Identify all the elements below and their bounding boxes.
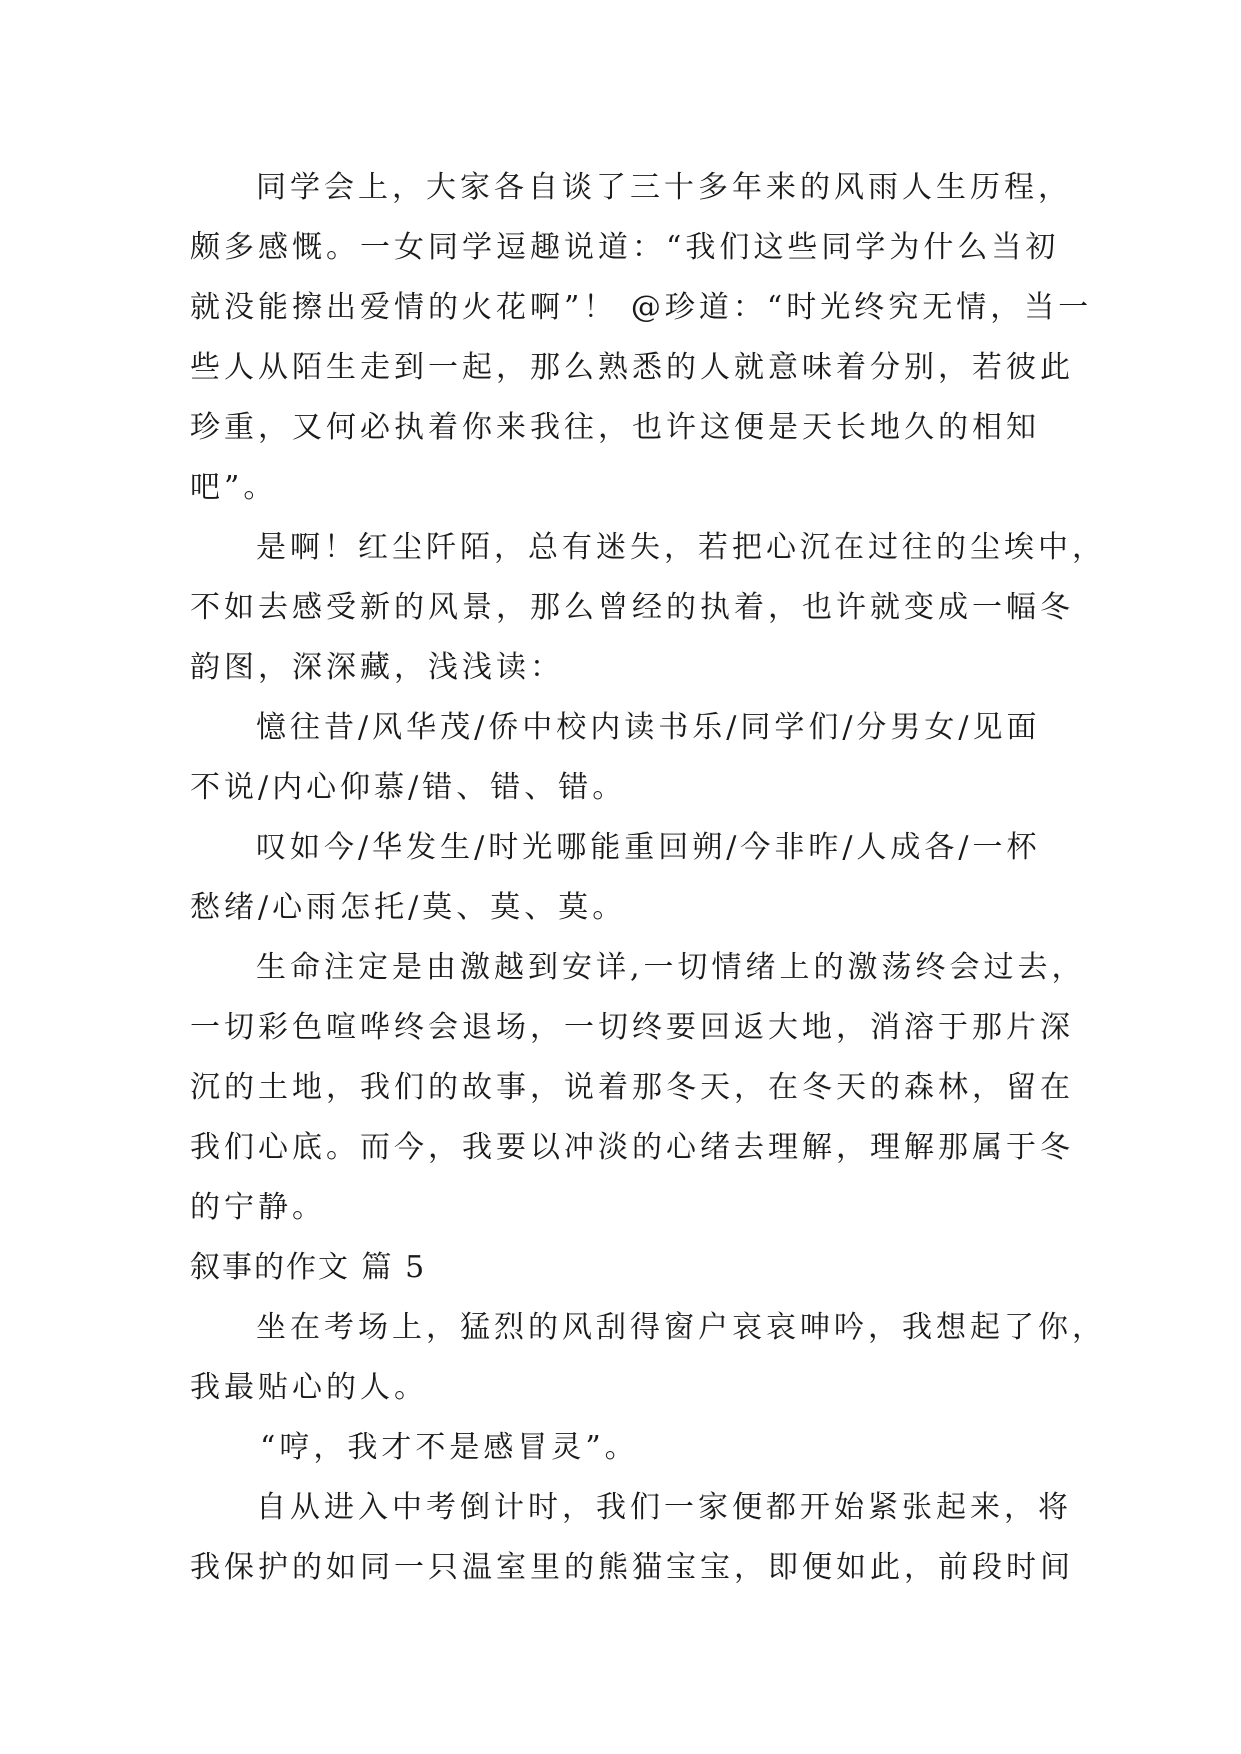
paragraph-7 <box>190 1418 1060 1478</box>
text-line: 不说/内心仰慕/错、错、错。 <box>190 770 627 805</box>
text-line: 就没能擦出爱情的火花啊”！ @珍道：“时光终究无情，当一 <box>190 290 1093 325</box>
text-line: 些人从陌生走到一起，那么熟悉的人就意味着分别，若彼此 <box>190 350 1074 385</box>
paragraph-3 <box>190 698 1060 818</box>
section-heading: 叙事的作文 篇 5 <box>190 1250 427 1285</box>
text-line: 不如去感受新的风景，那么曾经的执着，也许就变成一幅冬 <box>190 590 1074 625</box>
text-line: 韵图，深深藏，浅浅读： <box>190 650 564 685</box>
text-line: 憶往昔/风华茂/侨中校内读书乐/同学们/分男女/见面 <box>256 710 1041 745</box>
text-line: 愁绪/心雨怎托/莫、莫、莫。 <box>190 890 627 925</box>
paragraph-8 <box>190 1478 1074 1598</box>
text-line: 沉的土地，我们的故事，说着那冬天，在冬天的森林，留在 <box>190 1070 1074 1105</box>
text-line: 叹如今/华发生/时光哪能重回朔/今非昨/人成各/一杯 <box>256 830 1041 865</box>
text-line: 颇多感慨。一女同学逗趣说道：“我们这些同学为什么当初 <box>190 230 1060 265</box>
text-line: 我保护的如同一只温室里的熊猫宝宝，即便如此，前段时间 <box>190 1550 1074 1585</box>
paragraph-6 <box>190 1298 1106 1418</box>
text-line: 一切彩色喧哗终会退场，一切终要回返大地，消溶于那片深 <box>190 1010 1074 1045</box>
text-line: 我们心底。而今，我要以冲淡的心绪去理解，理解那属于冬 <box>190 1130 1074 1165</box>
text-line: 自从进入中考倒计时，我们一家便都开始紧张起来，将 <box>256 1490 1072 1525</box>
text-line: 的宁静。 <box>190 1190 326 1225</box>
text-line: 我最贴心的人。 <box>190 1370 428 1405</box>
paragraph-1 <box>190 158 1093 518</box>
paragraph-2 <box>190 518 1106 698</box>
text-line: 生命注定是由激越到安详,一切情绪上的激荡终会过去， <box>256 950 1086 985</box>
paragraph-5 <box>190 938 1086 1238</box>
text-line: 珍重，又何必执着你来我往，也许这便是天长地久的相知 <box>190 410 1040 445</box>
text-line: 吧”。 <box>190 470 278 505</box>
paragraph-4 <box>190 818 1060 938</box>
text-line: 是啊！红尘阡陌，总有迷失，若把心沉在过往的尘埃中， <box>256 530 1106 565</box>
text-line: “哼，我才不是感冒灵”。 <box>260 1430 639 1465</box>
text-line: 坐在考场上，猛烈的风刮得窗户哀哀呻吟，我想起了你， <box>256 1310 1106 1345</box>
document-body <box>190 158 1106 1598</box>
text-line: 同学会上，大家各自谈了三十多年来的风雨人生历程， <box>256 170 1072 205</box>
